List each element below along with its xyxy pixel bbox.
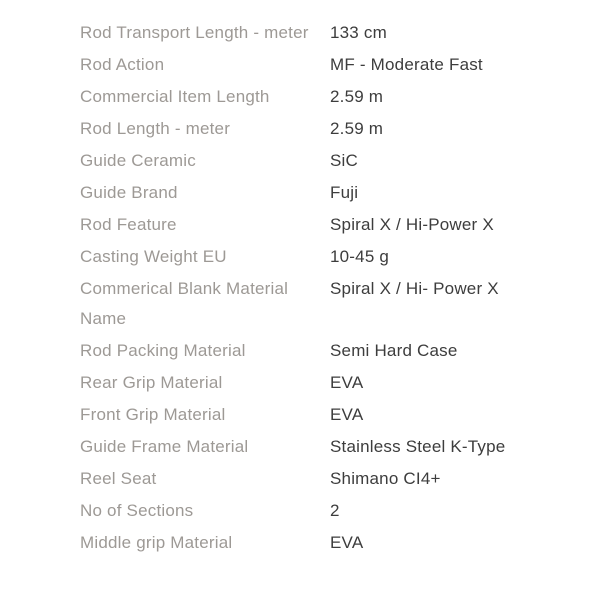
spec-value: SiC xyxy=(330,151,358,170)
spec-row xyxy=(80,114,580,144)
spec-value: 2 xyxy=(330,501,340,520)
spec-value: Shimano CI4+ xyxy=(330,469,441,488)
spec-row xyxy=(80,464,580,494)
spec-value: 10-45 g xyxy=(330,247,390,266)
spec-label: Guide Ceramic xyxy=(80,151,196,170)
spec-label: Front Grip Material xyxy=(80,405,226,424)
spec-value: EVA xyxy=(330,405,364,424)
spec-row xyxy=(80,50,580,80)
spec-row xyxy=(80,336,580,366)
spec-value: EVA xyxy=(330,533,364,552)
spec-value: Stainless Steel K-Type xyxy=(330,437,506,456)
spec-label: Commerical Blank Material Name xyxy=(80,279,289,328)
spec-label: Guide Frame Material xyxy=(80,437,249,456)
spec-label: Rod Length - meter xyxy=(80,119,231,138)
spec-value: 2.59 m xyxy=(330,119,384,138)
spec-label: Rod Packing Material xyxy=(80,341,246,360)
spec-label: Commercial Item Length xyxy=(80,87,270,106)
spec-label: Rod Transport Length - meter xyxy=(80,23,309,42)
spec-row xyxy=(80,368,580,398)
spec-value: Spiral X / Hi-Power X xyxy=(330,215,494,234)
spec-label: Reel Seat xyxy=(80,469,157,488)
spec-row xyxy=(80,274,580,334)
spec-row xyxy=(80,178,580,208)
spec-label: Rear Grip Material xyxy=(80,373,223,392)
spec-row xyxy=(80,528,580,558)
spec-value: 133 cm xyxy=(330,23,387,42)
spec-row xyxy=(80,242,580,272)
spec-row xyxy=(80,432,580,462)
spec-value: Spiral X / Hi- Power X xyxy=(330,279,499,298)
spec-value: MF - Moderate Fast xyxy=(330,55,483,74)
spec-value: EVA xyxy=(330,373,364,392)
spec-label: Rod Action xyxy=(80,55,165,74)
spec-label: No of Sections xyxy=(80,501,194,520)
spec-label: Rod Feature xyxy=(80,215,177,234)
spec-row xyxy=(80,82,580,112)
spec-row xyxy=(80,400,580,430)
spec-value: Semi Hard Case xyxy=(330,341,458,360)
spec-label: Casting Weight EU xyxy=(80,247,227,266)
spec-row xyxy=(80,146,580,176)
spec-row xyxy=(80,210,580,240)
spec-value: 2.59 m xyxy=(330,87,384,106)
spec-row xyxy=(80,496,580,526)
spec-row xyxy=(80,18,580,48)
spec-value: Fuji xyxy=(330,183,359,202)
spec-label: Guide Brand xyxy=(80,183,178,202)
spec-label: Middle grip Material xyxy=(80,533,233,552)
